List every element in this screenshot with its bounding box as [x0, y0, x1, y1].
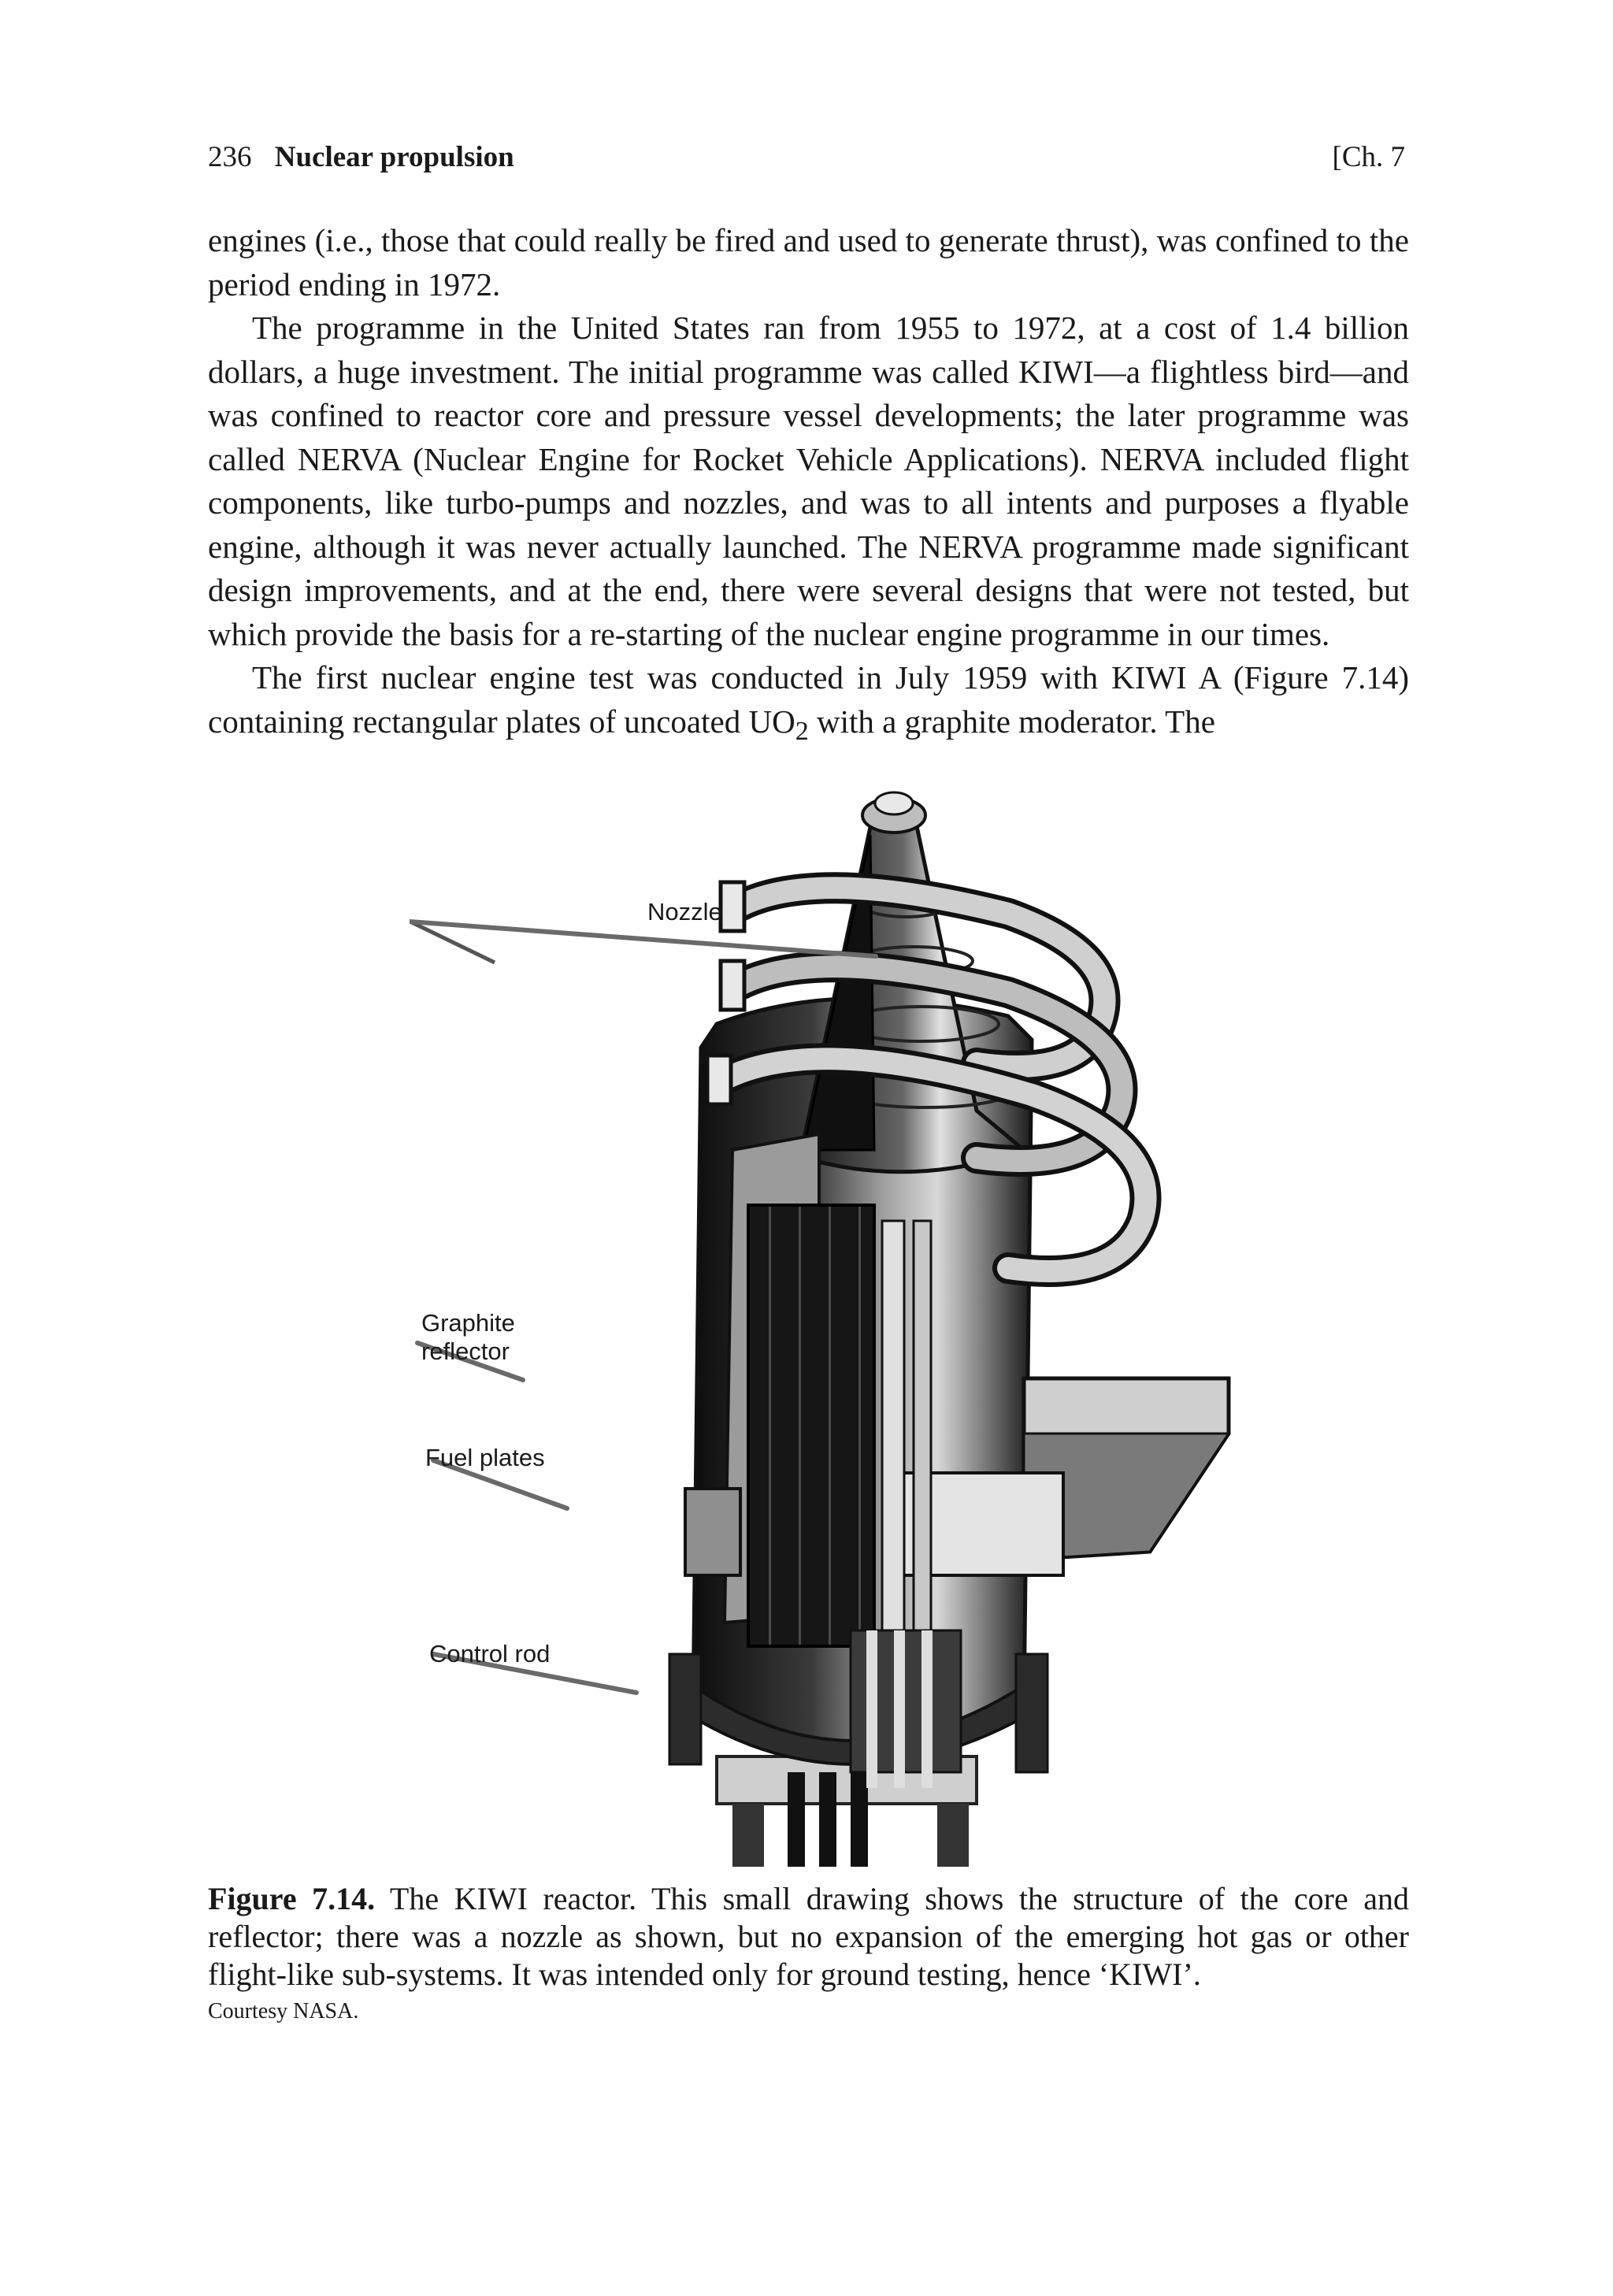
running-title: Nuclear propulsion	[274, 141, 514, 173]
paragraph-2: The programme in the United States ran from 1955 to 1972, at a cost of 1.4 billion dollars, a huge investment. The initial programme was called KIWI—a flightless bird—and was confined to reactor core and pressure vessel developments; the later programme was called NERVA (Nuclear Engine for Rocket Vehicle Applications). NERVA included flight components, like turbo-pumps and nozzles, and was to all intents and purposes a flyable engine, although it was never actually launched. The NERVA programme made significant design improvements, and at the end, there were several designs that were not tested, but which provide the basis for a re-starting of the nuclear engine programme in our times.	[208, 310, 1409, 652]
paragraph-3-text-end: with a graphite moderator. The	[808, 703, 1215, 740]
label-graphite-reflector	[421, 1309, 515, 1366]
label-graphite-reflector-line2: reflector	[421, 1337, 510, 1365]
figure-caption	[208, 1880, 1409, 1994]
label-control-rod: Control rod	[429, 1640, 551, 1667]
paragraph-1: engines (i.e., those that could really be fired and used to generate thrust), was confined to the period ending in 1972.	[208, 222, 1409, 302]
nozzle-leader	[410, 914, 495, 963]
label-graphite-reflector-line1: Graphite	[421, 1309, 515, 1337]
label-nozzle: Nozzle	[647, 898, 722, 925]
body-text	[208, 219, 1409, 753]
running-head	[208, 140, 1405, 180]
caption-text: The KIWI reactor. This small drawing shows the structure of the core and reflector; there was a nozzle as shown, but no expansion of the emerging hot gas or other flight-like sub-systems. It was intended only for ground testing, hence ‘KIWI’.	[208, 1881, 1410, 1992]
figure-credit: Courtesy NASA.	[208, 1999, 359, 2023]
page-number: 236	[208, 141, 252, 173]
paragraph-3	[208, 656, 1409, 753]
label-leaders	[410, 914, 495, 963]
label-fuel-plates: Fuel plates	[425, 1444, 545, 1471]
kiwi-reactor-drawing	[410, 780, 1276, 1867]
chapter-label: [Ch. 7	[1332, 141, 1405, 173]
paragraph-3-text: The first nuclear engine test was conducted in July 1959 with KIWI A (Figure 7.14) containing rectangular plates of uncoated UO	[208, 659, 1409, 740]
kiwi-reactor-figure	[410, 780, 1276, 1867]
caption-label: Figure 7.14.	[208, 1881, 376, 1916]
formula-subscript: 2	[795, 716, 809, 746]
running-head-left	[208, 140, 514, 174]
